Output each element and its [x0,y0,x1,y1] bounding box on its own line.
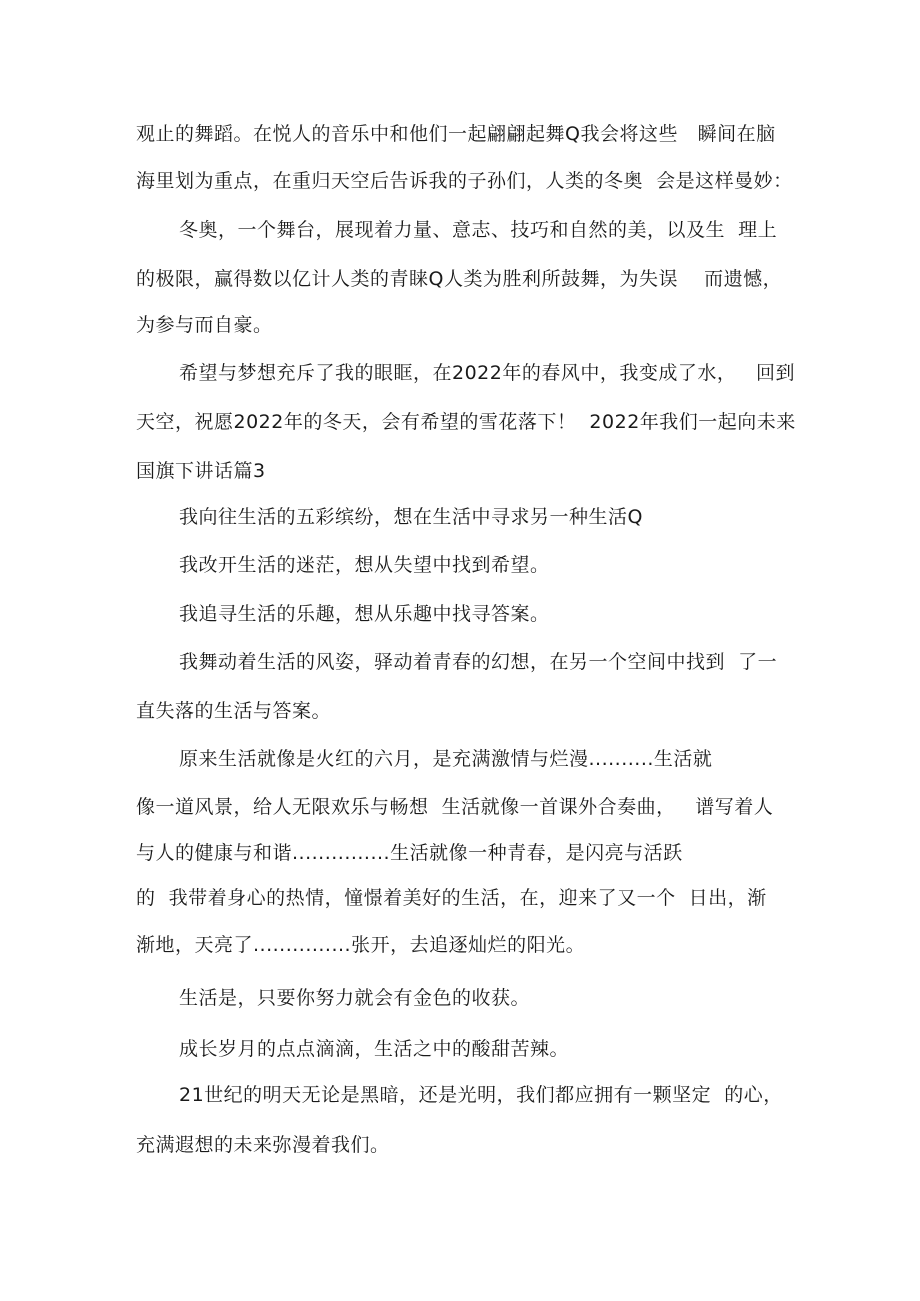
text-line: 为参与而自豪。 [136,314,273,336]
text-line: 天空，祝愿2022年的冬天，会有希望的雪花落下！ 2022年我们一起向未来 [136,411,796,433]
text-line: 我追寻生活的乐趣，想从乐趣中找寻答案。 [179,603,550,625]
text-line: 21世纪的明天无论是黑暗，还是光明，我们都应拥有一颗坚定 的心， [179,1084,783,1106]
text-line: 像一道风景，给人无限欢乐与畅想 生活就像一首课外合奏曲， 谱写着人 [136,796,774,818]
text-line: 海里划为重点，在重归天空后告诉我的子孙们，人类的冬奥 会是这样曼妙： [136,170,793,192]
text-line: 渐地，天亮了...............张开，去追逐灿烂的阳光。 [136,934,586,956]
text-line: 直失落的生活与答案。 [136,700,332,722]
text-line: 我改开生活的迷茫，想从失望中找到希望。 [179,554,550,576]
text-line: 希望与梦想充斥了我的眼眶，在2022年的春风中，我变成了水， 回到 [179,362,795,384]
text-line: 观止的舞蹈。在悦人的音乐中和他们一起翩翩起舞Q我会将这些 瞬间在脑 [136,123,776,145]
text-line: 的极限，赢得数以亿计人类的青睐Q人类为胜利所鼓舞，为失误 而遗憾， [136,268,783,290]
text-line: 国旗下讲话篇3 [136,460,266,482]
text-line: 生活是，只要你努力就会有金色的收获。 [179,987,531,1009]
text-line: 成长岁月的点点滴滴，生活之中的酸甜苦辣。 [179,1038,570,1060]
text-line: 我向往生活的五彩缤纷，想在生活中寻求另一种生活Q [179,506,643,528]
text-line: 与人的健康与和谐...............生活就像一种青春，是闪亮与活跃 [136,842,683,864]
text-line: 的 我带着身心的热情，憧憬着美好的生活，在，迎来了又一个 日出，渐 [136,887,767,909]
text-line: 原来生活就像是火红的六月，是充满激情与烂漫..........生活就 [179,748,713,770]
text-line: 我舞动着生活的风姿，驿动着青春的幻想，在另一个空间中找到 了一 [179,651,778,673]
text-line: 充满遐想的未来弥漫着我们。 [136,1134,390,1156]
text-line: 冬奥，一个舞台，展现着力量、意志、技巧和自然的美，以及生 理上 [179,219,778,241]
